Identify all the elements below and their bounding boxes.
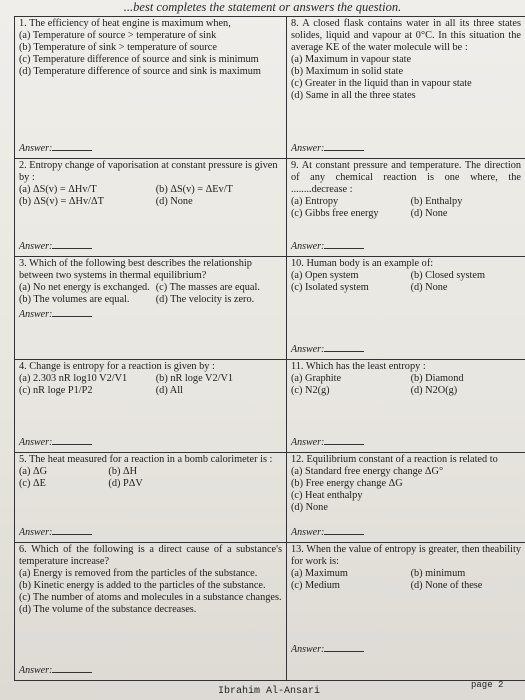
option-c: (c) Greater in the liquid than in vapour state bbox=[291, 78, 472, 89]
option-d: (d) N2O(g) bbox=[410, 385, 458, 396]
question-stem: 11. Which has the least entropy : bbox=[291, 361, 426, 372]
answer-field[interactable] bbox=[291, 240, 364, 253]
option-c: (b) The volumes are equal. bbox=[19, 294, 130, 305]
option-b: (b) Free energy change ΔG bbox=[291, 478, 403, 489]
option-d: (d) None bbox=[155, 196, 193, 207]
option-a: (a) ΔS(v) = ΔHv/T bbox=[19, 184, 97, 195]
option-c: (c) Medium bbox=[291, 580, 340, 591]
option-a: (a) Maximum in vapour state bbox=[291, 54, 412, 65]
question-13 bbox=[287, 543, 525, 681]
answer-blank[interactable] bbox=[324, 526, 364, 535]
answer-label: Answer: bbox=[291, 143, 325, 154]
option-c: (b) ΔS(v) = ΔHv/ΔT bbox=[19, 196, 104, 207]
question-stem: 9. At constant pressure and temperature. The direction of any chemical reaction is one where, the ........decrease : bbox=[291, 160, 521, 195]
answer-label: Answer: bbox=[19, 241, 53, 252]
option-b: (b) ΔS(v) = ΔEv/T bbox=[155, 184, 233, 195]
option-a: (a) Entropy bbox=[291, 196, 339, 207]
option-a: (a) Open system bbox=[291, 270, 359, 281]
option-d: (d) None of these bbox=[410, 580, 483, 591]
option-b: (b) nR loge V2/V1 bbox=[155, 373, 234, 384]
answer-blank[interactable] bbox=[324, 240, 364, 249]
question-10 bbox=[287, 257, 525, 360]
option-d: (d) None bbox=[410, 282, 448, 293]
option-a: (a) Energy is removed from the particles of the substance. bbox=[19, 568, 258, 579]
answer-blank[interactable] bbox=[52, 526, 92, 535]
answer-field[interactable] bbox=[291, 142, 364, 155]
option-c: (c) Temperature difference of source and sink is minimum bbox=[19, 54, 259, 65]
author-name: Ibrahim Al-Ansari bbox=[218, 686, 321, 697]
option-b: (b) minimum bbox=[410, 568, 466, 579]
answer-label: Answer: bbox=[291, 241, 325, 252]
answer-blank[interactable] bbox=[324, 343, 364, 352]
answer-label: Answer: bbox=[291, 527, 325, 538]
option-d: (d) None bbox=[410, 208, 448, 219]
question-stem: 3. Which of the following best describes the relationship between two systems in thermal equilibrium? bbox=[19, 258, 252, 281]
option-c: (c) nR loge P1/P2 bbox=[19, 385, 93, 396]
option-d: (d) None bbox=[291, 502, 328, 513]
question-stem: 5. The heat measured for a reaction in a bomb calorimeter is : bbox=[19, 454, 273, 465]
option-b: (c) The masses are equal. bbox=[155, 282, 260, 293]
question-stem: 2. Entropy change of vaporisation at constant pressure is given by : bbox=[19, 160, 278, 183]
answer-blank[interactable] bbox=[52, 436, 92, 445]
question-stem: 1. The efficiency of heat engine is maximum when, bbox=[19, 18, 231, 29]
answer-blank[interactable] bbox=[52, 664, 92, 673]
option-d: (d) Same in all the three states bbox=[291, 90, 416, 101]
answer-label: Answer: bbox=[19, 309, 53, 320]
option-c: (c) ΔE bbox=[19, 478, 46, 489]
answer-label: Answer: bbox=[291, 344, 325, 355]
answer-field[interactable] bbox=[19, 142, 92, 155]
answer-blank[interactable] bbox=[324, 643, 364, 652]
question-8 bbox=[287, 17, 525, 159]
answer-label: Answer: bbox=[19, 527, 53, 538]
question-6 bbox=[15, 543, 287, 681]
question-2 bbox=[15, 159, 287, 257]
option-a: (a) Standard free energy change ΔG° bbox=[291, 466, 444, 477]
answer-field[interactable] bbox=[291, 343, 364, 356]
question-9 bbox=[287, 159, 525, 257]
answer-label: Answer: bbox=[19, 665, 53, 676]
option-a: (a) ΔG bbox=[19, 466, 48, 477]
instructions-header: ...best completes the statement or answers the question. bbox=[123, 0, 402, 14]
answer-field[interactable] bbox=[19, 308, 282, 321]
answer-blank[interactable] bbox=[324, 436, 364, 445]
answer-field[interactable] bbox=[19, 526, 92, 539]
option-a: (a) 2.303 nR log10 V2/V1 bbox=[19, 373, 128, 384]
page-number: page 2 bbox=[471, 680, 504, 690]
answer-blank[interactable] bbox=[52, 142, 92, 151]
question-12 bbox=[287, 453, 525, 543]
question-stem: 13. When the value of entropy is greater, then theability for work is: bbox=[291, 544, 521, 567]
option-c: (c) N2(g) bbox=[291, 385, 330, 396]
option-c: (c) Gibbs free energy bbox=[291, 208, 379, 219]
answer-blank[interactable] bbox=[324, 142, 364, 151]
answer-field[interactable] bbox=[291, 526, 364, 539]
option-b: (b) Enthalpy bbox=[410, 196, 463, 207]
option-a: (a) Maximum bbox=[291, 568, 348, 579]
answer-field[interactable] bbox=[291, 436, 364, 449]
question-grid bbox=[14, 16, 525, 681]
answer-label: Answer: bbox=[19, 437, 53, 448]
option-b: (b) Kinetic energy is added to the particles of the substance. bbox=[19, 580, 266, 591]
option-a: (a) No net energy is exchanged. bbox=[19, 282, 150, 293]
option-a: (a) Graphite bbox=[291, 373, 342, 384]
question-5 bbox=[15, 453, 287, 543]
answer-field[interactable] bbox=[19, 240, 92, 253]
option-a: (a) Temperature of source > temperature of sink bbox=[19, 30, 217, 41]
option-d: (d) The volume of the substance decreases. bbox=[19, 604, 197, 615]
option-d: (d) All bbox=[155, 385, 183, 396]
option-b: (b) Maximum in solid state bbox=[291, 66, 404, 77]
question-stem: 12. Equilibrium constant of a reaction is related to bbox=[291, 454, 498, 465]
question-11 bbox=[287, 360, 525, 453]
option-b: (b) ΔH bbox=[108, 466, 138, 477]
question-stem: 6. Which of the following is a direct cause of a substance's temperature increase? bbox=[19, 544, 282, 567]
option-b: (b) Diamond bbox=[410, 373, 464, 384]
option-d: (d) PΔV bbox=[108, 478, 143, 489]
answer-field[interactable] bbox=[19, 664, 92, 677]
option-b: (b) Temperature of sink > temperature of source bbox=[19, 42, 217, 53]
question-1 bbox=[15, 17, 287, 159]
answer-blank[interactable] bbox=[52, 240, 92, 249]
option-d: (d) Temperature difference of source and sink is maximum bbox=[19, 66, 261, 77]
question-stem: 10. Human body is an example of: bbox=[291, 258, 434, 269]
option-b: (b) Closed system bbox=[410, 270, 485, 281]
answer-label: Answer: bbox=[19, 143, 53, 154]
answer-blank[interactable] bbox=[52, 308, 92, 317]
question-3 bbox=[15, 257, 287, 360]
option-d: (d) The velocity is zero. bbox=[155, 294, 255, 305]
question-4 bbox=[15, 360, 287, 453]
answer-label: Answer: bbox=[291, 644, 325, 655]
option-c: (c) Isolated system bbox=[291, 282, 369, 293]
option-c: (c) The number of atoms and molecules in a substance changes. bbox=[19, 592, 282, 603]
option-c: (c) Heat enthalpy bbox=[291, 490, 363, 501]
answer-label: Answer: bbox=[291, 437, 325, 448]
question-stem: 4. Change is entropy for a reaction is given by : bbox=[19, 361, 215, 372]
answer-field[interactable] bbox=[19, 436, 92, 449]
answer-field[interactable] bbox=[291, 643, 364, 656]
question-stem: 8. A closed flask contains water in all its three states solides, liquid and vapour at 0°C. In this situation the average KE of the water molecule will be : bbox=[291, 18, 521, 53]
